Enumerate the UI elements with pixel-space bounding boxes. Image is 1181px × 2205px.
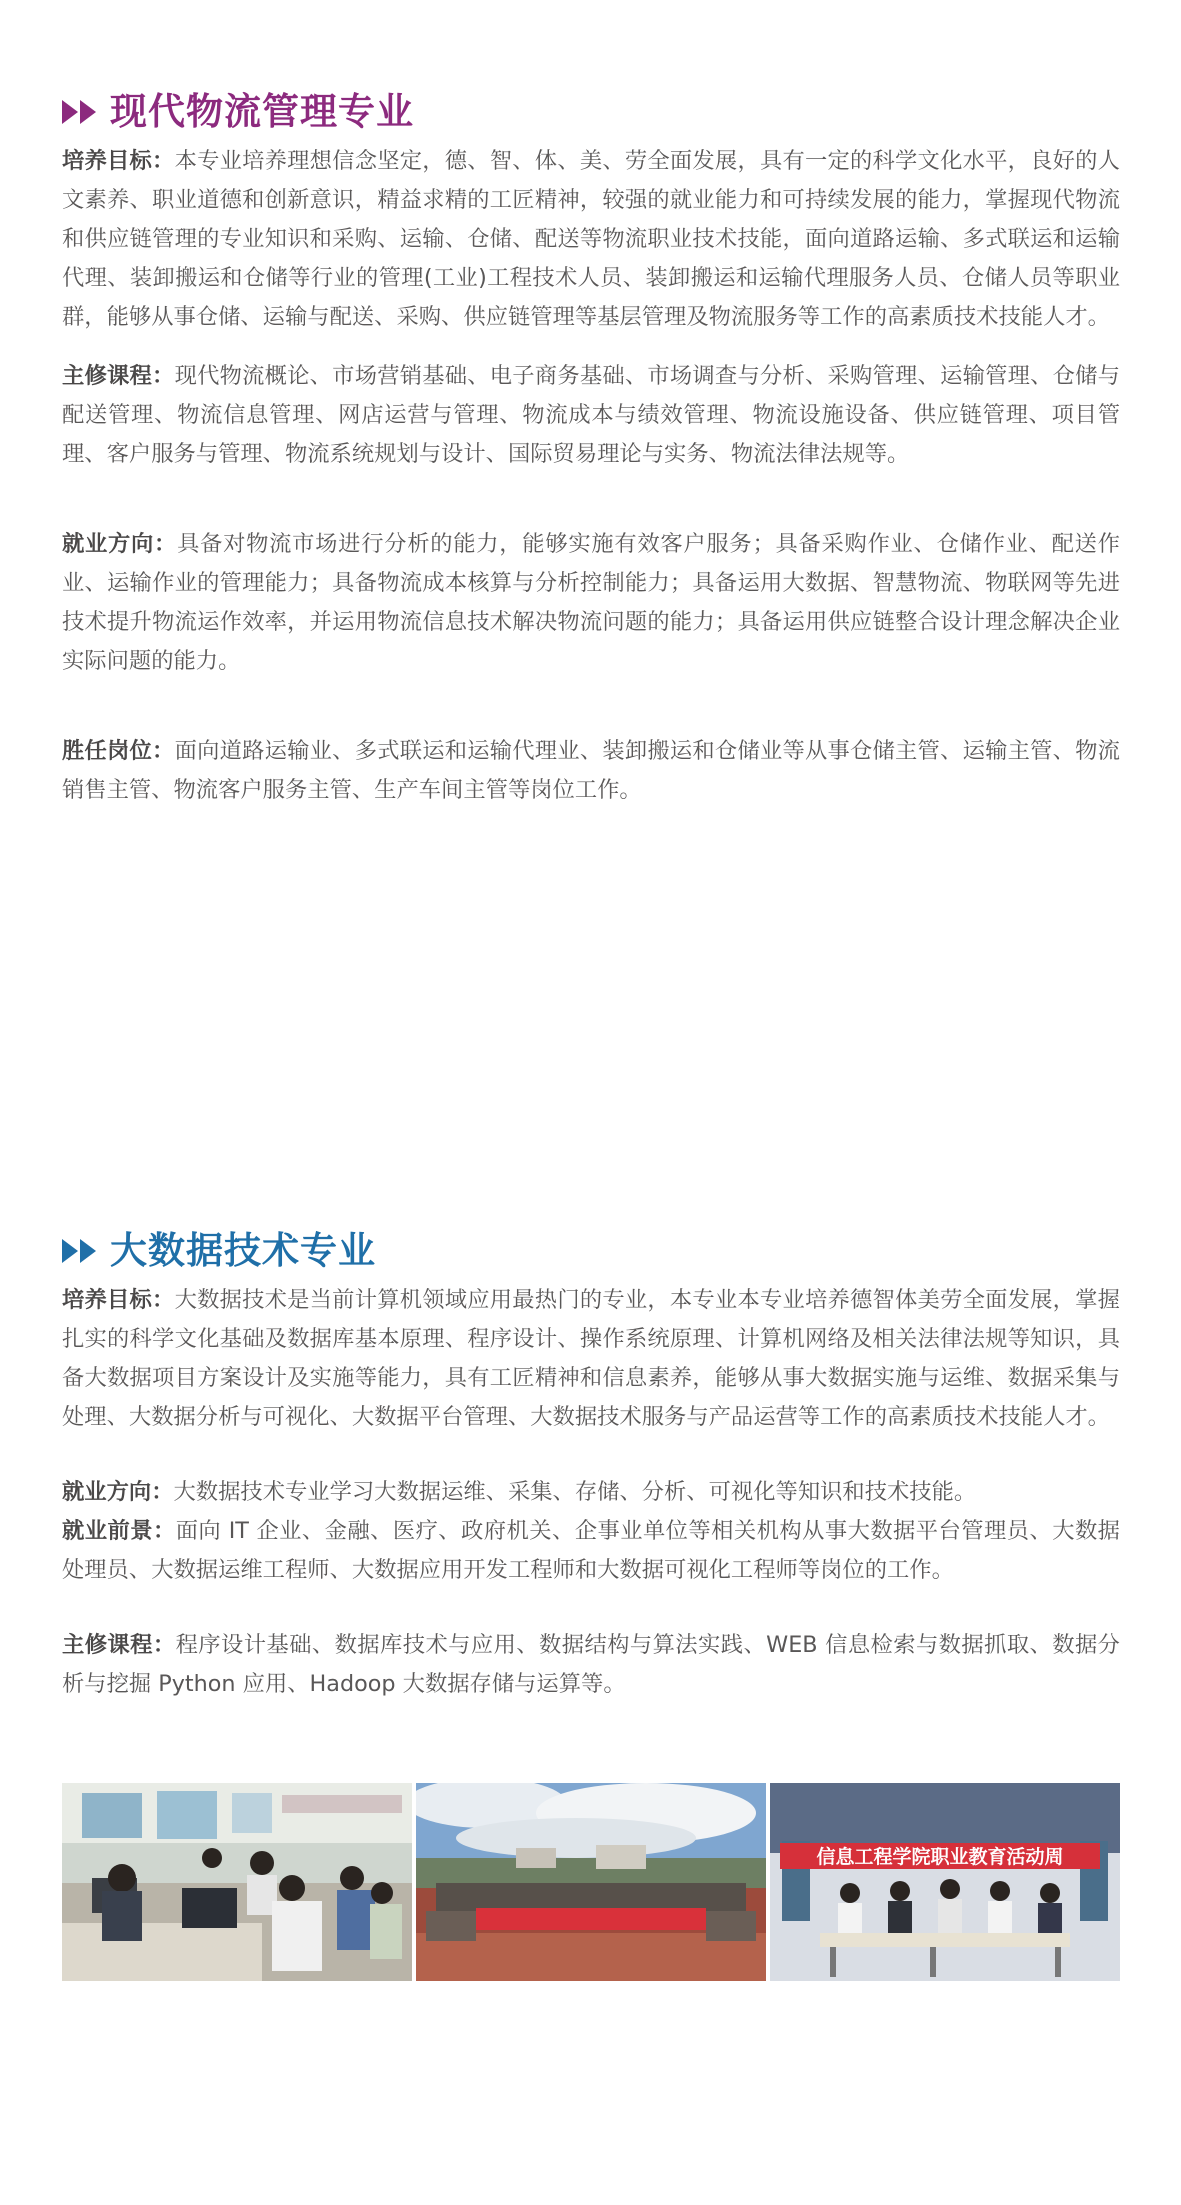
logistics-heading xyxy=(62,88,1120,136)
logistics-section xyxy=(62,88,1120,810)
bigdata-direction xyxy=(62,1473,1120,1512)
bigdata-direction-label: 就业方向： xyxy=(62,1479,174,1505)
classroom-banner-text: 信息工程学院职业教育活动周 xyxy=(816,1846,1064,1868)
bigdata-goal-text: 大数据技术是当前计算机领域应用最热门的专业，本专业本专业培养德智体美劳全面发展，掌握扎实的科学文化基础及数据库基本原理、程序设计、操作系统原理、计算机网络及相关法律法规等知识，具备大数据项目方案设计及实施等能力，具有工匠精神和信息素养，能够从事大数据实施与运维、数据采集与处理、大数据分析与可视化、大数据平台管理、大数据技术服务与产品运营等工作的高素质技术技能人才。 xyxy=(62,1287,1120,1430)
logistics-direction-text: 具备对物流市场进行分析的能力，能够实施有效客户服务；具备采购作业、仓储作业、配送作业、运输作业的管理能力；具备物流成本核算与分析控制能力；具备运用大数据、智慧物流、物联网等先进技术提升物流运作效率，并运用物流信息技术解决物流问题的能力；具备运用供应链整合设计理念解决企业实际问题的能力。 xyxy=(62,531,1120,674)
bigdata-prospects-text: 面向 IT 企业、金融、医疗、政府机关、企事业单位等相关机构从事大数据平台管理员、大数据处理员、大数据运维工程师、大数据应用开发工程师和大数据可视化工程师等岗位的工作。 xyxy=(62,1518,1120,1583)
logistics-direction-label: 就业方向： xyxy=(62,531,178,557)
bigdata-courses-label: 主修课程： xyxy=(62,1632,176,1658)
bigdata-courses xyxy=(62,1626,1120,1704)
logistics-courses-label: 主修课程： xyxy=(62,363,175,389)
computer-lab-photo xyxy=(62,1783,412,1981)
logistics-positions-label: 胜任岗位： xyxy=(62,738,175,764)
logistics-goal xyxy=(62,142,1120,337)
logistics-goal-text: 本专业培养理想信念坚定，德、智、体、美、劳全面发展，具有一定的科学文化水平，良好的人文素养、职业道德和创新意识，精益求精的工匠精神，较强的就业能力和可持续发展的能力，掌握现代物流和供应链管理的专业知识和采购、运输、仓储、配送等物流职业技术技能，面向道路运输、多式联运和运输代理、装卸搬运和仓储等行业的管理(工业)工程技术人员、装卸搬运和运输代理服务人员、仓储人员等职业群，能够从事仓储、运输与配送、采购、供应链管理等基层管理及物流服务等工作的高素质技术技能人才。 xyxy=(62,148,1120,330)
photo-strip xyxy=(62,1783,1120,1981)
logistics-direction xyxy=(62,525,1120,681)
double-arrow-right-icon xyxy=(62,1239,100,1263)
logistics-goal-label: 培养目标： xyxy=(62,148,175,174)
bigdata-title: 大数据技术专业 xyxy=(110,1229,376,1272)
bigdata-prospects-label: 就业前景： xyxy=(62,1518,176,1544)
outdoor-group-photo xyxy=(416,1783,766,1981)
bigdata-goal xyxy=(62,1281,1120,1437)
logistics-courses-text: 现代物流概论、市场营销基础、电子商务基础、市场调查与分析、采购管理、运输管理、仓储与配送管理、物流信息管理、网店运营与管理、物流成本与绩效管理、物流设施设备、供应链管理、项目管理、客户服务与管理、物流系统规划与设计、国际贸易理论与实务、物流法律法规等。 xyxy=(62,363,1120,467)
logistics-positions xyxy=(62,732,1120,810)
bigdata-courses-text: 程序设计基础、数据库技术与应用、数据结构与算法实践、WEB 信息检索与数据抓取、数据分析与挖掘 Python 应用、Hadoop 大数据存储与运算等。 xyxy=(62,1632,1120,1697)
bigdata-heading xyxy=(62,1227,1120,1275)
bigdata-prospects xyxy=(62,1512,1120,1590)
logistics-title: 现代物流管理专业 xyxy=(110,90,414,133)
classroom-group-photo xyxy=(770,1783,1120,1981)
bigdata-section xyxy=(62,1227,1120,1704)
logistics-positions-text: 面向道路运输业、多式联运和运输代理业、装卸搬运和仓储业等从事仓储主管、运输主管、物流销售主管、物流客户服务主管、生产车间主管等岗位工作。 xyxy=(62,738,1120,803)
double-arrow-right-icon xyxy=(62,100,100,124)
bigdata-direction-text: 大数据技术专业学习大数据运维、采集、存储、分析、可视化等知识和技术技能。 xyxy=(173,1479,977,1505)
bigdata-goal-label: 培养目标： xyxy=(62,1287,175,1313)
logistics-courses xyxy=(62,357,1120,474)
